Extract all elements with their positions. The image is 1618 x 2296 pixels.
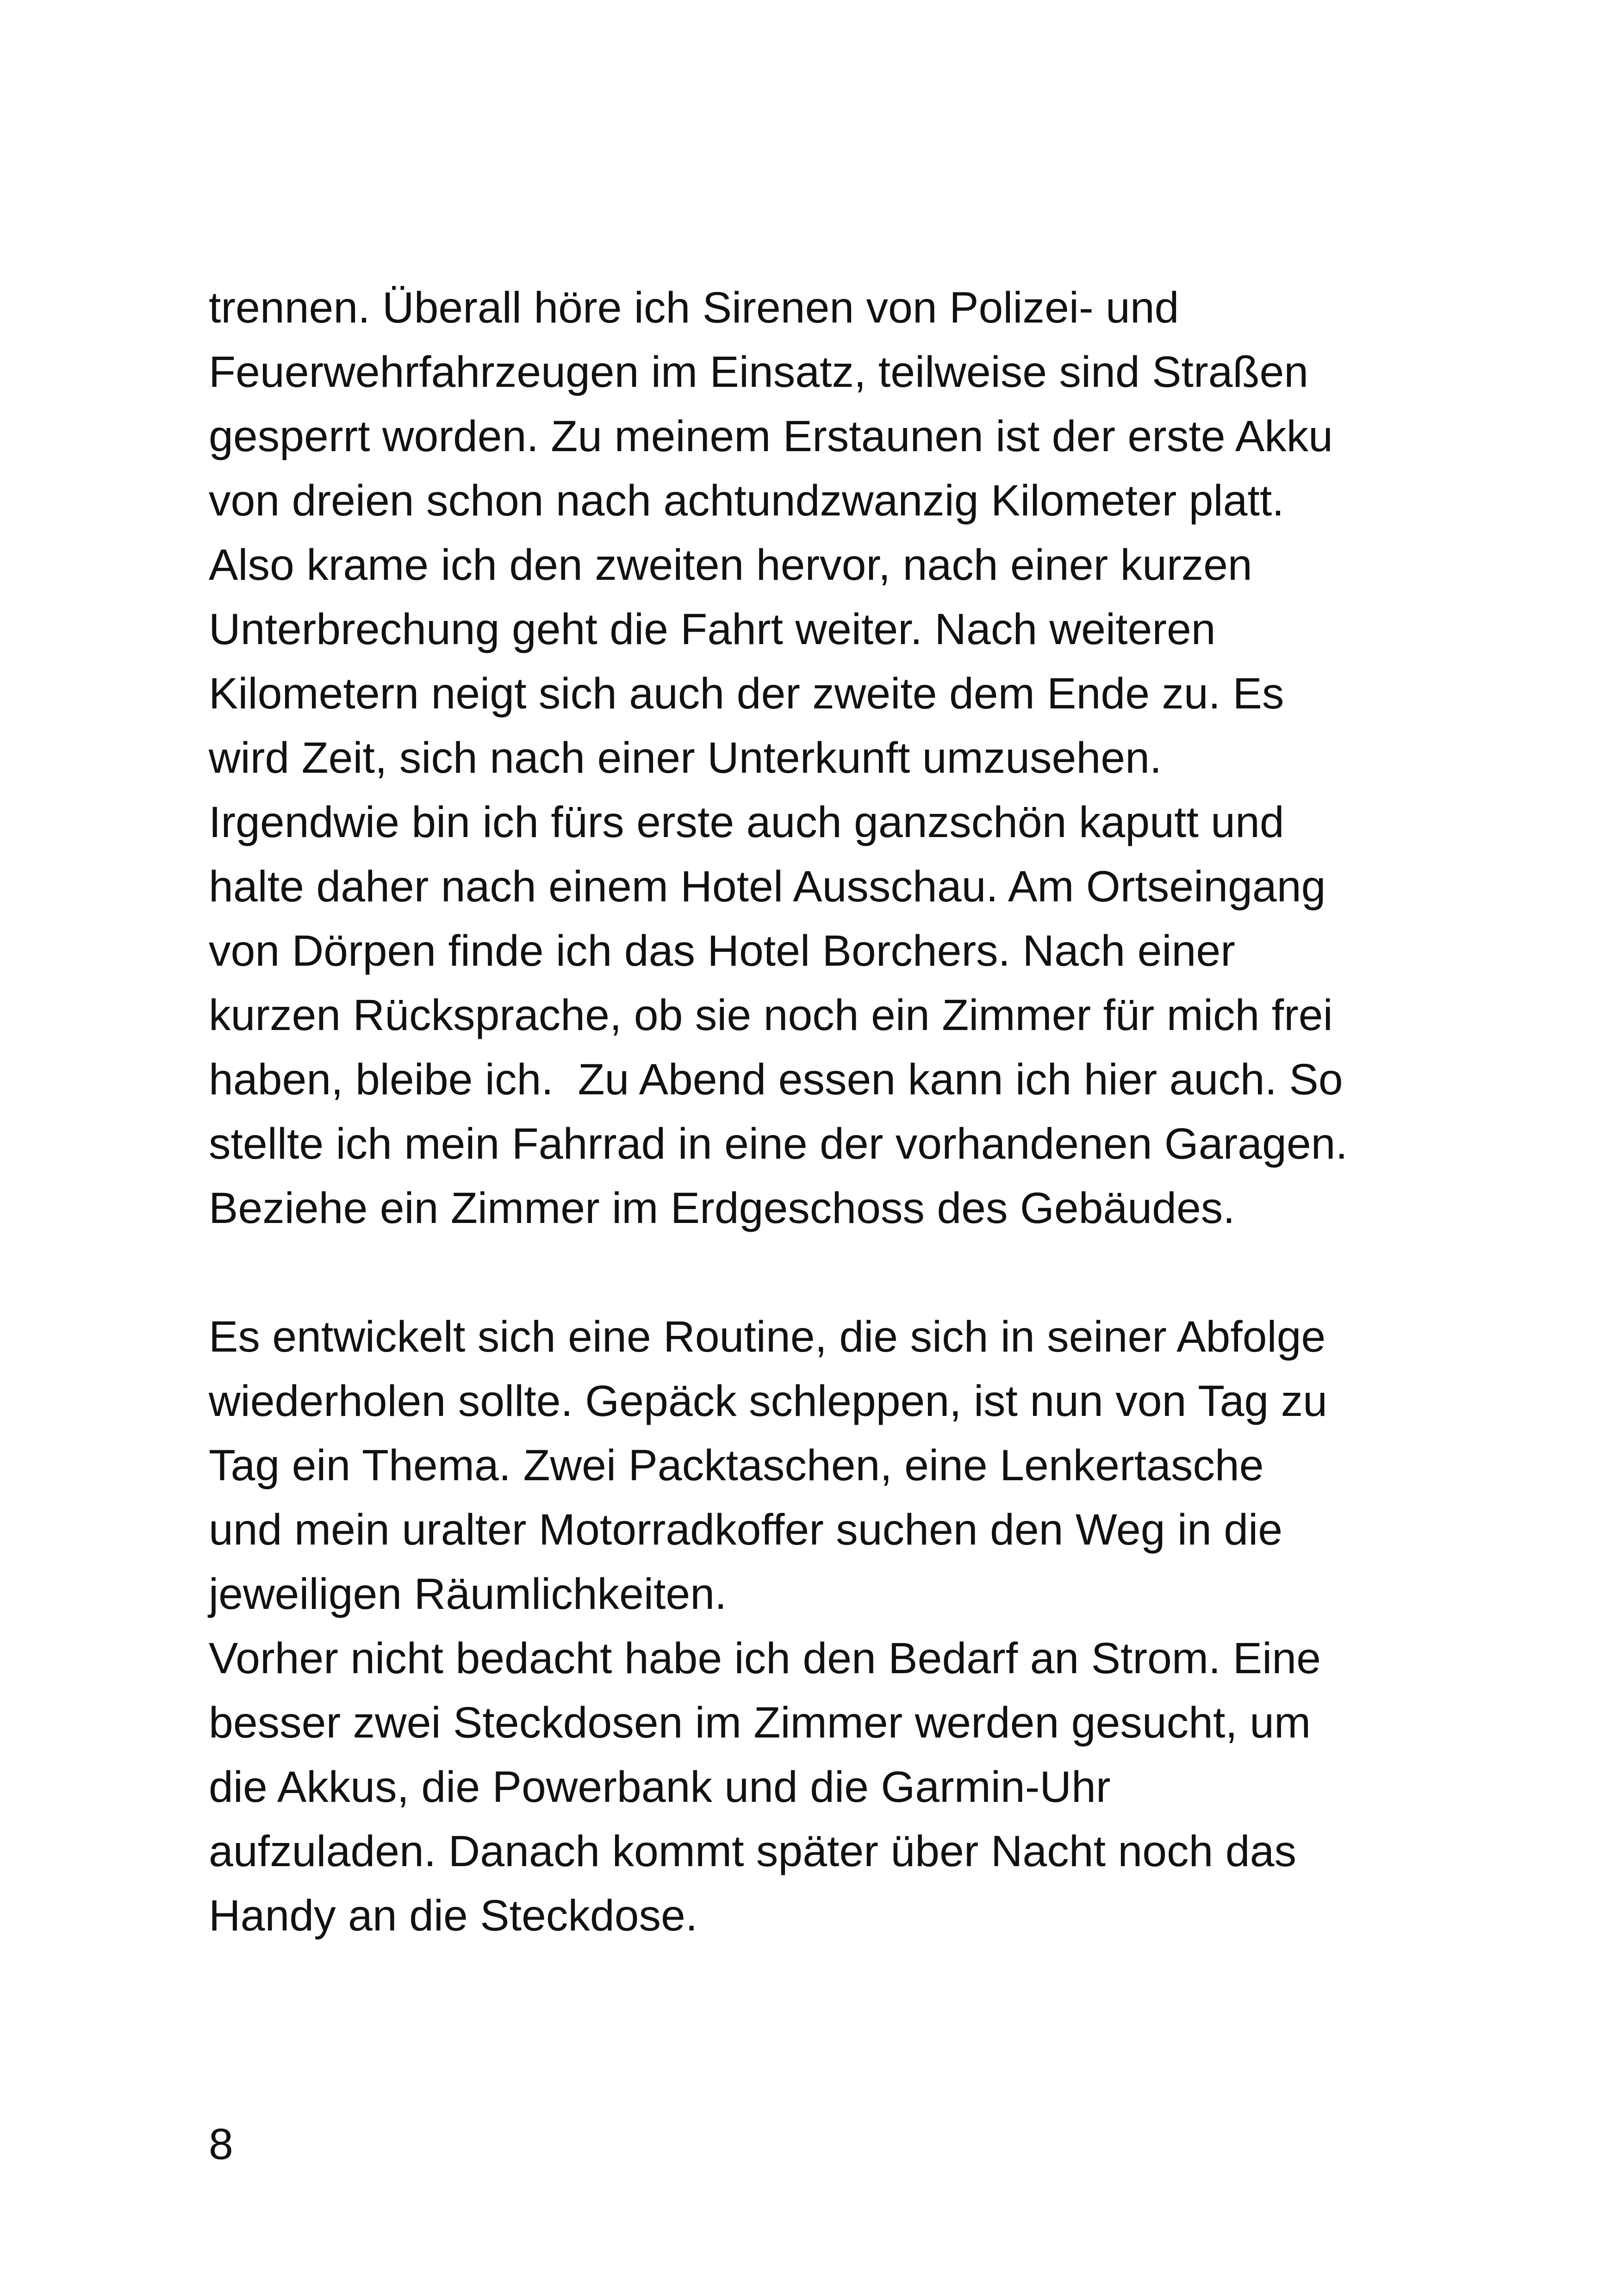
- text-line: haben, bleibe ich. Zu Abend essen kann ich hier auch. So: [209, 1055, 1343, 1104]
- text-line: von dreien schon nach achtundzwanzig Kilometer platt.: [209, 476, 1284, 525]
- text-line: Beziehe ein Zimmer im Erdgeschoss des Gebäudes.: [209, 1184, 1235, 1233]
- text-line: Tag ein Thema. Zwei Packtaschen, eine Lenkertasche: [209, 1441, 1264, 1490]
- text-line: Kilometern neigt sich auch der zweite dem Ende zu. Es: [209, 669, 1284, 718]
- text-line: stellte ich mein Fahrrad in eine der vorhandenen Garagen.: [209, 1119, 1348, 1168]
- text-line: Handy an die Steckdose.: [209, 1891, 698, 1940]
- text-line: Vorher nicht bedacht habe ich den Bedarf an Strom. Eine: [209, 1634, 1321, 1683]
- text-line: Feuerwehrfahrzeugen im Einsatz, teilweise sind Straßen: [209, 348, 1309, 397]
- text-line: gesperrt worden. Zu meinem Erstaunen ist der erste Akku: [209, 412, 1333, 461]
- text-line: die Akkus, die Powerbank und die Garmin-Uhr: [209, 1762, 1111, 1812]
- text-line: kurzen Rücksprache, ob sie noch ein Zimmer für mich frei: [209, 991, 1333, 1040]
- text-line: von Dörpen finde ich das Hotel Borchers. Nach einer: [209, 926, 1235, 975]
- paragraph-2: [209, 1305, 1458, 1948]
- text-line: wird Zeit, sich nach einer Unterkunft umzusehen.: [209, 733, 1162, 782]
- text-line: Irgendwie bin ich fürs erste auch ganzschön kaputt und: [209, 798, 1284, 847]
- text-line: trennen. Überall höre ich Sirenen von Polizei- und: [209, 283, 1179, 332]
- paragraph-spacer: [209, 1241, 1458, 1305]
- page-number: 8: [209, 2120, 233, 2169]
- text-line: wiederholen sollte. Gepäck schleppen, ist nun von Tag zu: [209, 1377, 1327, 1426]
- text-line: besser zwei Steckdosen im Zimmer werden gesucht, um: [209, 1698, 1311, 1747]
- text-line: halte daher nach einem Hotel Ausschau. Am Ortseingang: [209, 862, 1326, 911]
- paragraph-1: [209, 276, 1458, 1241]
- text-line: Unterbrechung geht die Fahrt weiter. Nach weiteren: [209, 605, 1216, 654]
- body-text: [209, 276, 1458, 1948]
- text-line: Also krame ich den zweiten hervor, nach einer kurzen: [209, 540, 1252, 590]
- text-line: Es entwickelt sich eine Routine, die sich in seiner Abfolge: [209, 1312, 1326, 1361]
- text-line: jeweiligen Räumlichkeiten.: [209, 1570, 727, 1619]
- text-line: aufzuladen. Danach kommt später über Nacht noch das: [209, 1827, 1296, 1876]
- text-line: und mein uralter Motorradkoffer suchen den Weg in die: [209, 1505, 1283, 1554]
